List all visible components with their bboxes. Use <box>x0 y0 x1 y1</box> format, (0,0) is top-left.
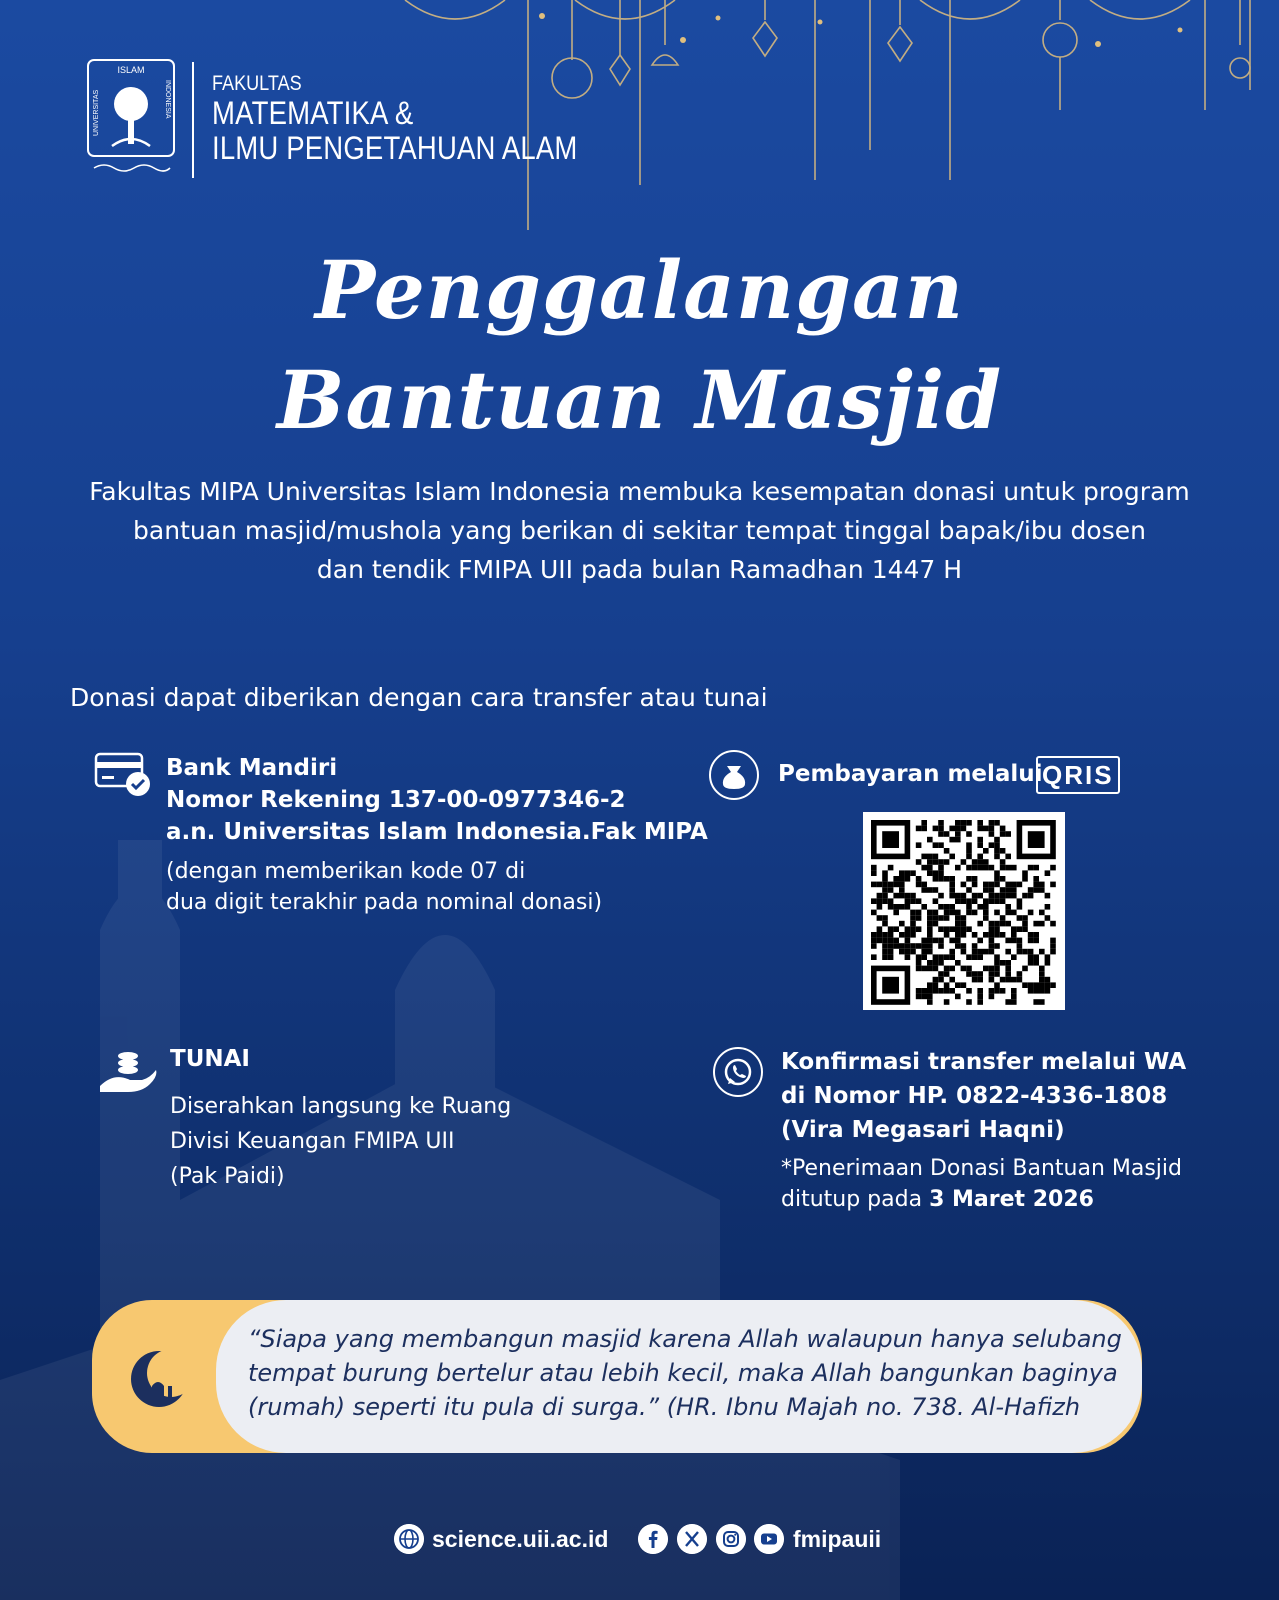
globe-icon <box>394 1524 424 1554</box>
quote-line-1: “Siapa yang membangun masjid karena Allah walaupun hanya selubang <box>248 1325 1122 1353</box>
quote-text <box>248 1322 1128 1424</box>
bank-note-line-2: dua digit terakhir pada nominal donasi) <box>166 890 603 915</box>
cash-line-2: Divisi Keuangan FMIPA UII <box>170 1129 455 1154</box>
uii-emblem-icon <box>86 58 176 178</box>
intro-line-1: Fakultas MIPA Universitas Islam Indonesia membuka kesempatan donasi untuk program <box>89 477 1190 506</box>
intro-line-2: bantuan masjid/mushola yang berikan di sekitar tempat tinggal bapak/ibu dosen <box>133 516 1146 545</box>
confirm-contact-name: (Vira Megasari Haqni) <box>781 1117 1065 1143</box>
logo-separator <box>192 62 194 178</box>
x-icon[interactable] <box>677 1524 707 1554</box>
confirm-phone: di Nomor HP. 0822-4336-1808 <box>781 1083 1168 1109</box>
facebook-icon[interactable] <box>638 1524 668 1554</box>
confirm-line-1: Konfirmasi transfer melalui WA <box>781 1049 1187 1075</box>
website-link[interactable]: science.uii.ac.id <box>432 1526 609 1552</box>
social-handle[interactable]: fmipauii <box>793 1526 882 1552</box>
card-check-icon <box>94 752 154 798</box>
page-title-line-2: Bantuan Masjid <box>276 353 1003 447</box>
bank-details <box>166 752 708 918</box>
youtube-icon[interactable] <box>754 1524 784 1554</box>
instagram-icon[interactable] <box>716 1524 746 1554</box>
deadline-date: 3 Maret 2026 <box>929 1187 1094 1212</box>
faculty-line-3: ILMU PENGETAHUAN ALAM <box>212 130 578 166</box>
footer <box>0 1519 1279 1559</box>
faculty-name <box>212 72 578 166</box>
emblem-text-top: ISLAM <box>117 65 145 75</box>
mosque-silhouette <box>0 840 900 1600</box>
quote-line-3: (rumah) seperti itu pula di surga.” (HR. Ibnu Majah no. 738. Al-Hafizh <box>248 1393 1081 1421</box>
crescent-mosque-icon <box>128 1348 190 1410</box>
emblem-text-right: INDONESIA <box>164 80 171 119</box>
intro-paragraph <box>40 472 1239 589</box>
qr-code-pattern <box>863 812 1065 1010</box>
cash-details <box>170 1043 511 1194</box>
confirmation-details <box>781 1045 1186 1215</box>
cash-line-1: Diserahkan langsung ke Ruang <box>170 1094 512 1119</box>
hand-coins-icon <box>98 1046 158 1092</box>
qr-code <box>863 812 1065 1010</box>
deadline-note-line-1: *Penerimaan Donasi Bantuan Masjid <box>781 1156 1182 1181</box>
quote-line-2: tempat burung bertelur atau lebih kecil, maka Allah bangunkan baginya <box>248 1359 1118 1387</box>
qris-brand-logo: QRIS <box>1036 756 1120 794</box>
money-bag-icon <box>708 749 760 801</box>
cash-line-3: (Pak Paidi) <box>170 1164 285 1189</box>
cash-title: TUNAI <box>170 1046 250 1072</box>
intro-line-3: dan tendik FMIPA UII pada bulan Ramadhan 1447 H <box>316 555 963 584</box>
donation-method-lead: Donasi dapat diberikan dengan cara transfer atau tunai <box>70 683 768 712</box>
page-title-line-1: Penggalangan <box>314 243 965 337</box>
deadline-note-line-2 <box>781 1184 1186 1215</box>
qris-label: Pembayaran melalui <box>778 761 1043 787</box>
faculty-line-1: FAKULTAS <box>212 72 302 95</box>
faculty-line-2: MATEMATIKA & <box>212 95 414 131</box>
deadline-prefix: ditutup pada <box>781 1187 930 1212</box>
bank-account-number: Nomor Rekening 137-00-0977346-2 <box>166 787 626 813</box>
whatsapp-icon <box>712 1046 764 1098</box>
bank-account-holder: a.n. Universitas Islam Indonesia.Fak MIPA <box>166 819 708 845</box>
bank-note-line-1: (dengan memberikan kode 07 di <box>166 859 526 884</box>
bank-name: Bank Mandiri <box>166 755 338 781</box>
emblem-text-left: UNIVERSITAS <box>93 89 100 136</box>
